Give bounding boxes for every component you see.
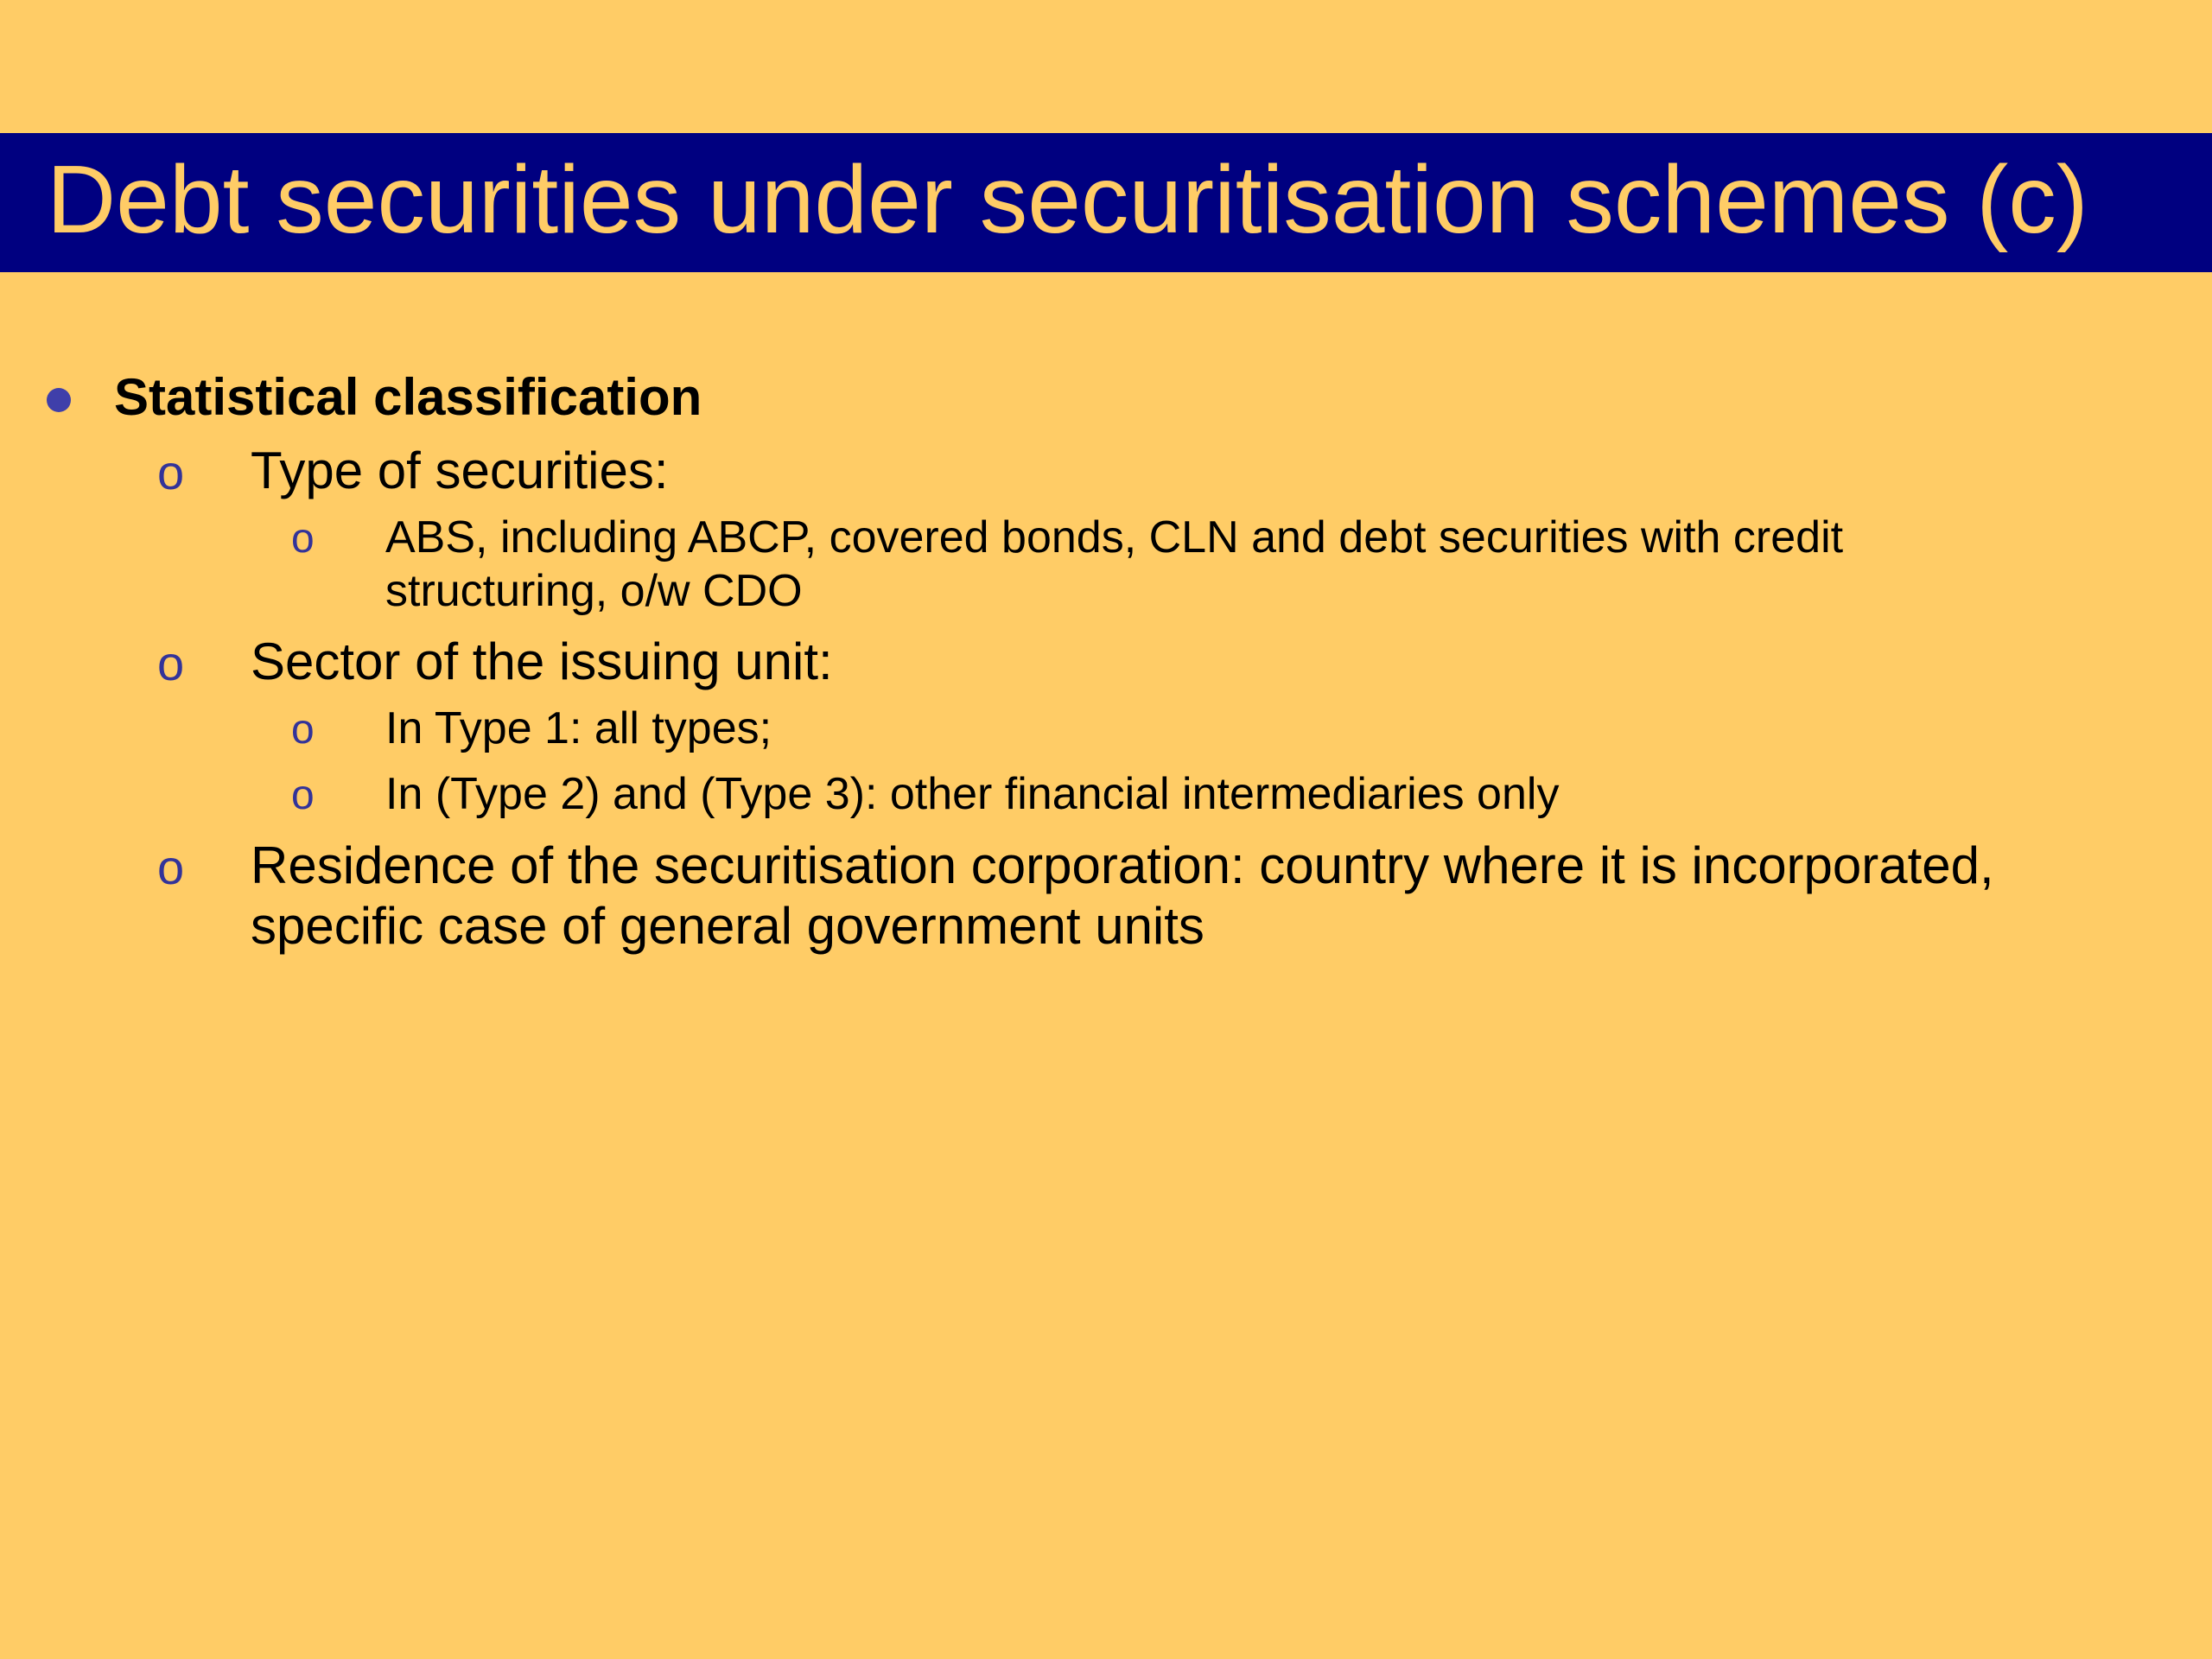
sub-sub-bullet-marker: o <box>291 707 315 753</box>
list-item-type2-type3: In (Type 2) and (Type 3): other financial intermediaries only <box>385 769 1560 819</box>
sub-sub-bullet-marker: o <box>291 516 315 562</box>
list-item-abs-cont: structuring, o/w CDO <box>385 566 803 616</box>
list-item-sector: Sector of the issuing unit: <box>251 632 833 690</box>
sub-bullet-marker: o <box>157 636 185 690</box>
list-item-type1: In Type 1: all types; <box>385 703 772 753</box>
list-item-type-of-securities: Type of securities: <box>251 442 669 499</box>
list-item-abs: ABS, including ABCP, covered bonds, CLN and debt securities with credit <box>385 512 1844 563</box>
sub-bullet-marker: o <box>157 445 185 499</box>
slide-title: Debt securities under securitisation schemes (c) <box>47 146 2088 253</box>
sub-bullet-marker: o <box>157 840 185 894</box>
list-item-residence-cont: specific case of general government units <box>251 897 1205 955</box>
bullet-dot-icon <box>47 388 71 412</box>
bullet-heading: Statistical classification <box>114 368 702 426</box>
sub-sub-bullet-marker: o <box>291 772 315 818</box>
list-item-residence: Residence of the securitisation corporation: country where it is incorporated, <box>251 836 1994 894</box>
